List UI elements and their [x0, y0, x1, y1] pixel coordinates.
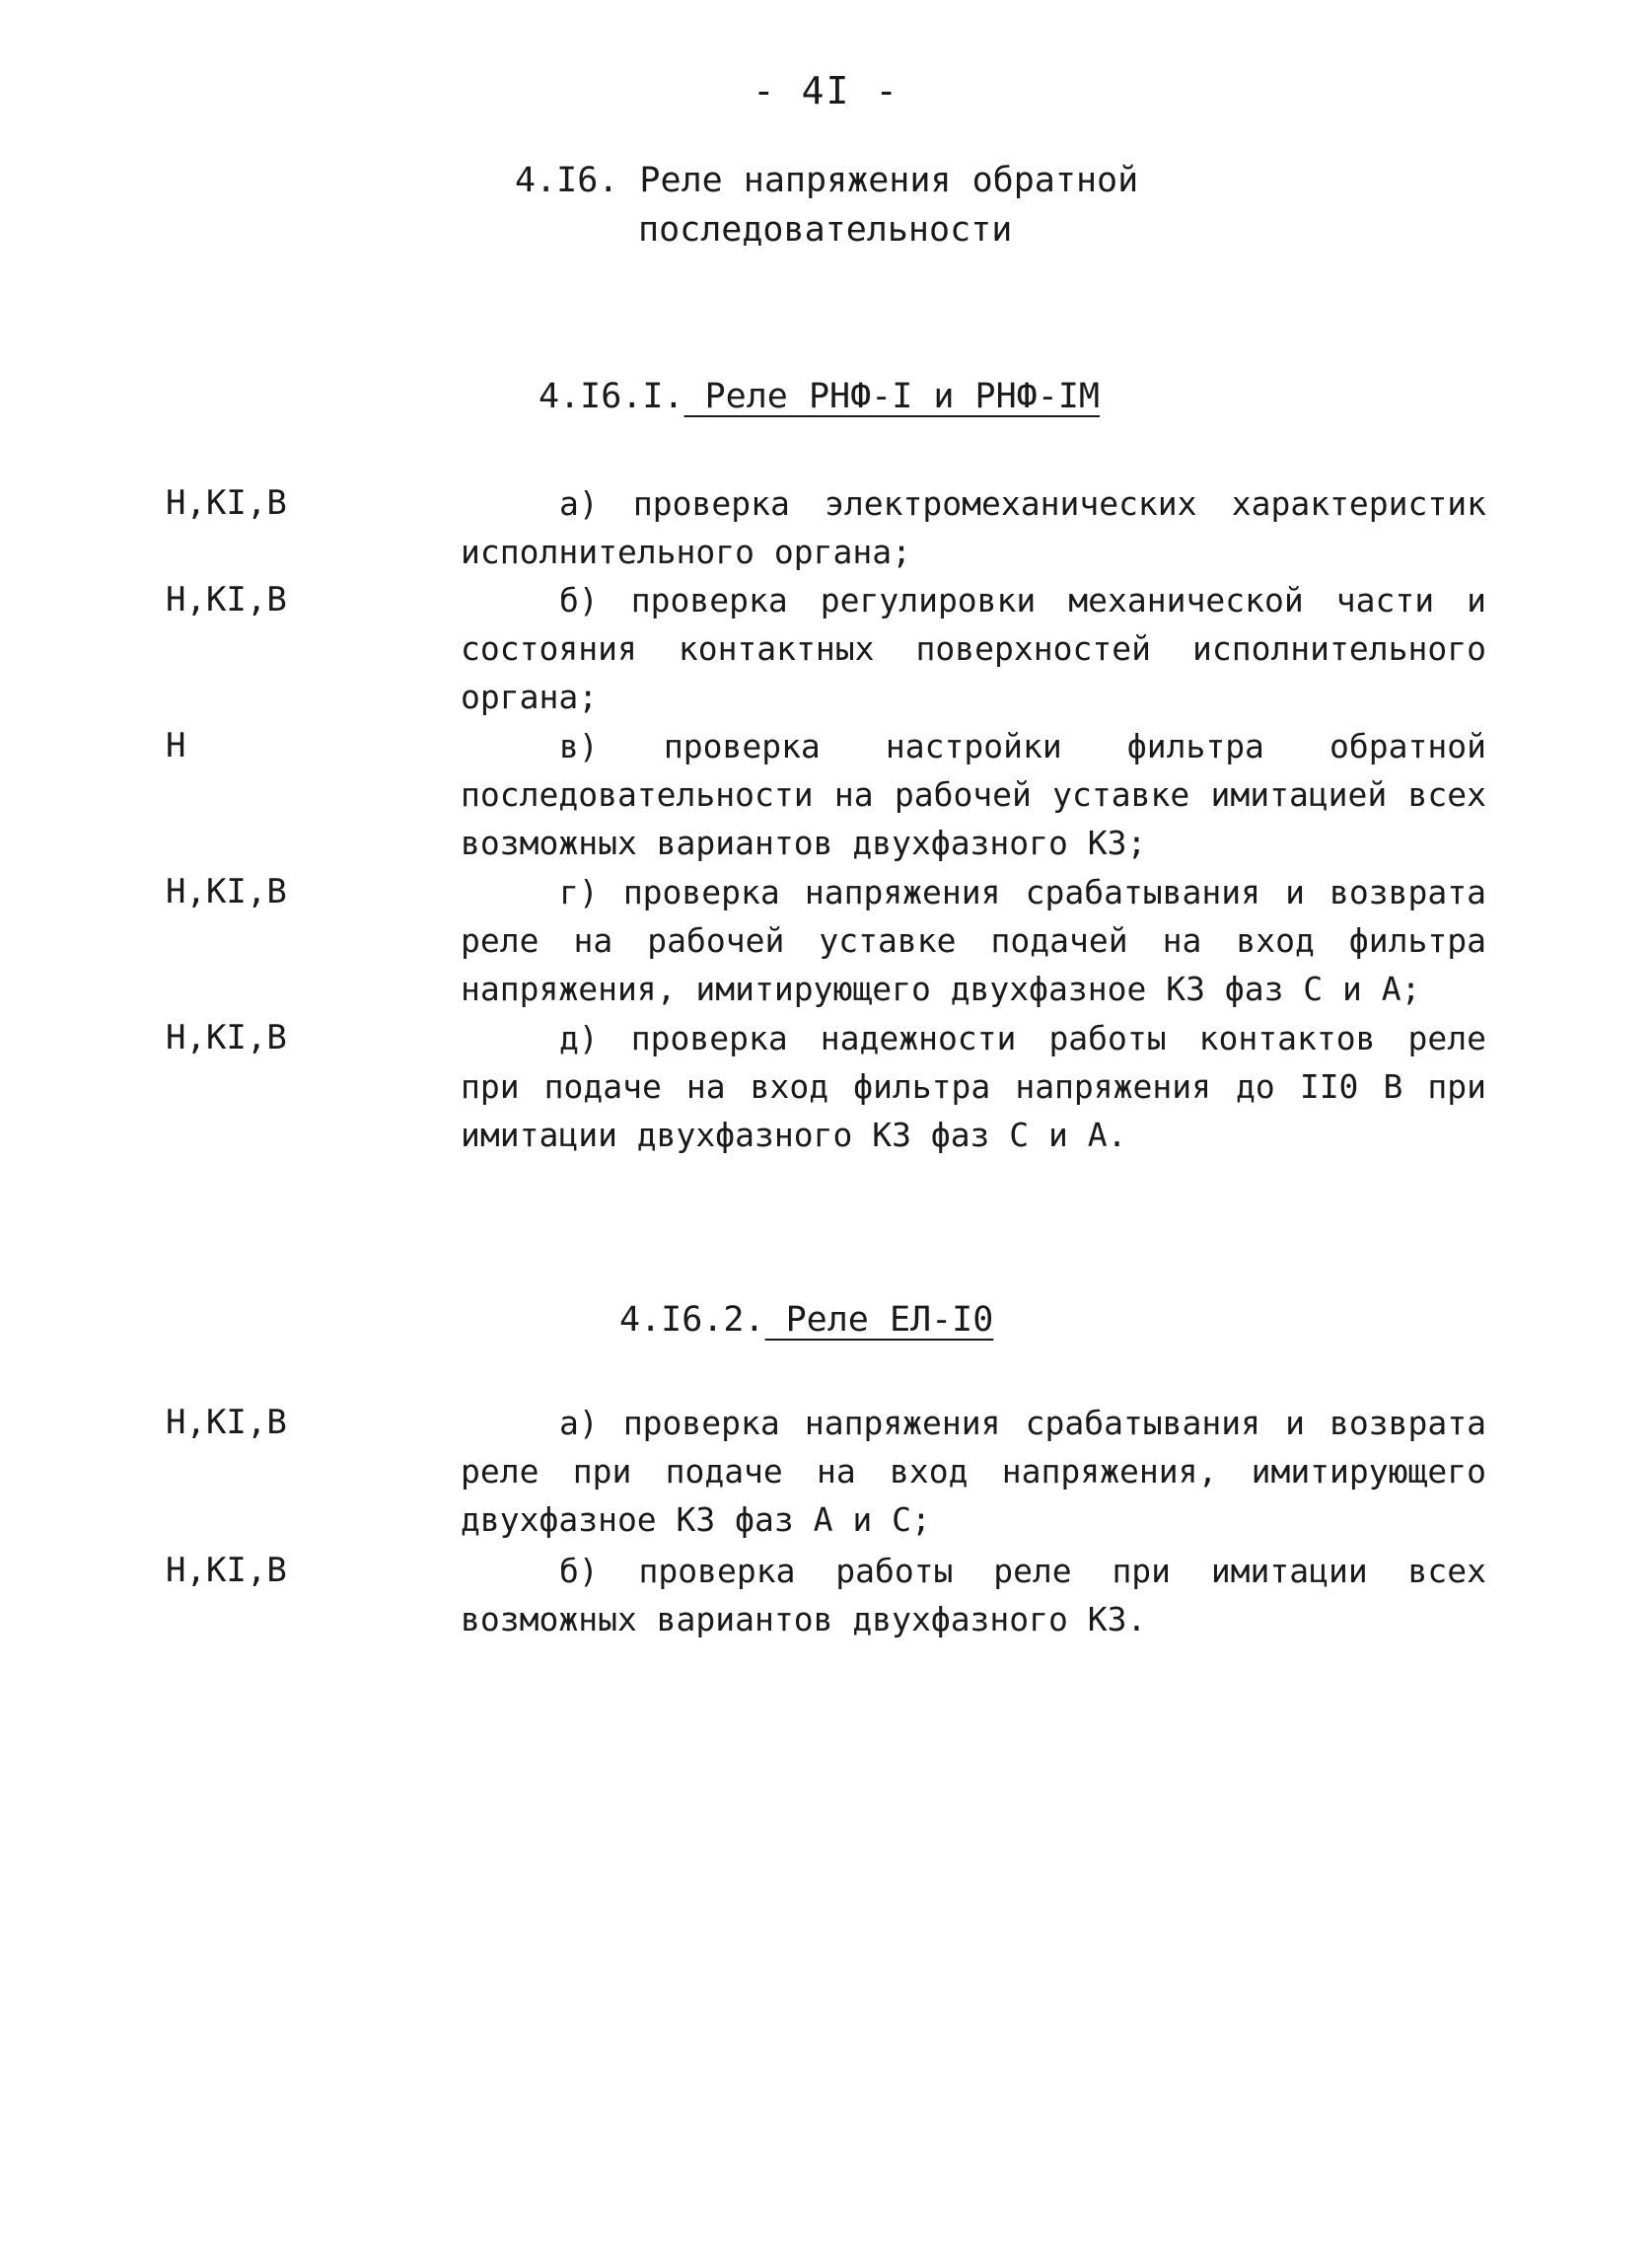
- item-code: Н: [166, 726, 186, 765]
- item-code: Н,КI,В: [166, 1403, 287, 1442]
- section-title-line1: 4.I6. Реле напряжения обратной: [515, 161, 1139, 200]
- item-code: Н,КI,В: [166, 1018, 287, 1057]
- item-text: б) проверка работы реле при имитации всех возможных вариантов двухфазного КЗ.: [461, 1552, 1486, 1638]
- item-code: Н,КI,В: [166, 580, 287, 619]
- subsection-heading: [619, 1300, 993, 1340]
- page-number: - 4I -: [752, 69, 900, 112]
- section-title: [515, 156, 1138, 254]
- item-text: а) проверка напряжения срабатывания и возврата реле при подаче на вход напряжения, имитирующего двухфазное КЗ фаз А и С;: [461, 1404, 1486, 1539]
- item-text: а) проверка электромеханических характеристик исполнительного органа;: [461, 484, 1486, 571]
- item-text: в) проверка настройки фильтра обратной последовательности на рабочей уставке имитацией всех возможных вариантов двухфазного КЗ;: [461, 727, 1486, 862]
- subsection-number: 4.I6.I.: [539, 377, 684, 416]
- subsection-title: Реле РНФ-I и РНФ-IM: [704, 377, 1100, 416]
- subsection-heading: [539, 377, 1100, 416]
- subsection-title: Реле ЕЛ-I0: [785, 1300, 994, 1340]
- item-code: Н,КI,В: [166, 872, 287, 911]
- item-code: Н,КI,В: [166, 483, 287, 523]
- item-text: б) проверка регулировки механической части и состояния контактных поверхностей исполнительного органа;: [461, 581, 1486, 716]
- section-title-line2: последовательности: [638, 210, 1013, 250]
- subsection-number: 4.I6.2.: [619, 1300, 765, 1340]
- item-text: г) проверка напряжения срабатывания и возврата реле на рабочей уставке подачей на вход фильтра напряжения, имитирующего двухфазное КЗ фаз С и А;: [461, 873, 1486, 1008]
- item-text: д) проверка надежности работы контактов реле при подаче на вход фильтра напряжения до II0 В при имитации двухфазного КЗ фаз С и А.: [461, 1019, 1486, 1154]
- item-code: Н,КI,В: [166, 1551, 287, 1590]
